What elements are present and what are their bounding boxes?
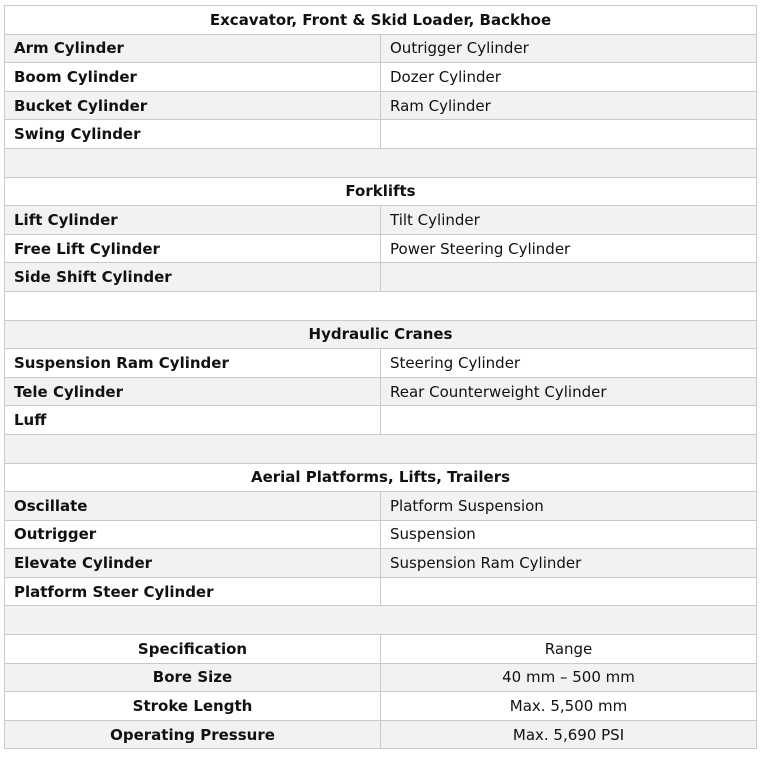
cylinder-name: Elevate Cylinder xyxy=(5,549,381,578)
spec-label: Bore Size xyxy=(5,663,381,692)
cylinder-name: Rear Counterweight Cylinder xyxy=(381,377,757,406)
spacer-cell xyxy=(5,434,757,463)
cylinder-name: Side Shift Cylinder xyxy=(5,263,381,292)
table-row xyxy=(5,34,757,63)
table-row xyxy=(5,63,757,92)
spacer-cell xyxy=(5,606,757,635)
empty-cell xyxy=(381,577,757,606)
table-row xyxy=(5,549,757,578)
cylinder-name: Tele Cylinder xyxy=(5,377,381,406)
cylinder-name: Power Steering Cylinder xyxy=(381,234,757,263)
cylinder-name: Steering Cylinder xyxy=(381,349,757,378)
empty-cell xyxy=(381,263,757,292)
spec-row xyxy=(5,692,757,721)
section-header-row xyxy=(5,6,757,35)
cylinder-name: Arm Cylinder xyxy=(5,34,381,63)
table-row xyxy=(5,377,757,406)
spec-header-value: Range xyxy=(381,635,757,664)
cylinder-name: Bucket Cylinder xyxy=(5,91,381,120)
cylinder-name: Outrigger Cylinder xyxy=(381,34,757,63)
section-header-row xyxy=(5,463,757,492)
table-row xyxy=(5,120,757,149)
spacer-row xyxy=(5,434,757,463)
table-row xyxy=(5,577,757,606)
spacer-cell xyxy=(5,148,757,177)
spec-label: Operating Pressure xyxy=(5,720,381,749)
cylinder-name: Ram Cylinder xyxy=(381,91,757,120)
table-row xyxy=(5,406,757,435)
spacer-cell xyxy=(5,291,757,320)
cylinder-applications-table xyxy=(4,5,757,749)
section-title: Aerial Platforms, Lifts, Trailers xyxy=(5,463,757,492)
section-header-row xyxy=(5,177,757,206)
table-row xyxy=(5,206,757,235)
spacer-row xyxy=(5,606,757,635)
table-row xyxy=(5,234,757,263)
cylinder-name: Free Lift Cylinder xyxy=(5,234,381,263)
section-title: Forklifts xyxy=(5,177,757,206)
cylinder-name: Lift Cylinder xyxy=(5,206,381,235)
spec-label: Stroke Length xyxy=(5,692,381,721)
cylinder-name: Suspension Ram Cylinder xyxy=(381,549,757,578)
table-row xyxy=(5,91,757,120)
spec-row xyxy=(5,720,757,749)
cylinder-name: Boom Cylinder xyxy=(5,63,381,92)
cylinder-name: Outrigger xyxy=(5,520,381,549)
section-title: Hydraulic Cranes xyxy=(5,320,757,349)
cylinder-name: Oscillate xyxy=(5,492,381,521)
table-row xyxy=(5,520,757,549)
table-row xyxy=(5,492,757,521)
section-header-row xyxy=(5,320,757,349)
section-title: Excavator, Front & Skid Loader, Backhoe xyxy=(5,6,757,35)
spec-header-label: Specification xyxy=(5,635,381,664)
spec-header-row xyxy=(5,635,757,664)
spec-value: Max. 5,690 PSI xyxy=(381,720,757,749)
spec-row xyxy=(5,663,757,692)
empty-cell xyxy=(381,406,757,435)
cylinder-name: Platform Suspension xyxy=(381,492,757,521)
cylinder-name: Tilt Cylinder xyxy=(381,206,757,235)
table-row xyxy=(5,263,757,292)
spec-value: 40 mm – 500 mm xyxy=(381,663,757,692)
spacer-row xyxy=(5,291,757,320)
cylinder-name: Dozer Cylinder xyxy=(381,63,757,92)
spacer-row xyxy=(5,148,757,177)
cylinder-name: Swing Cylinder xyxy=(5,120,381,149)
spec-value: Max. 5,500 mm xyxy=(381,692,757,721)
cylinder-name: Luff xyxy=(5,406,381,435)
table-row xyxy=(5,349,757,378)
empty-cell xyxy=(381,120,757,149)
cylinder-name: Platform Steer Cylinder xyxy=(5,577,381,606)
cylinder-name: Suspension xyxy=(381,520,757,549)
cylinder-name: Suspension Ram Cylinder xyxy=(5,349,381,378)
